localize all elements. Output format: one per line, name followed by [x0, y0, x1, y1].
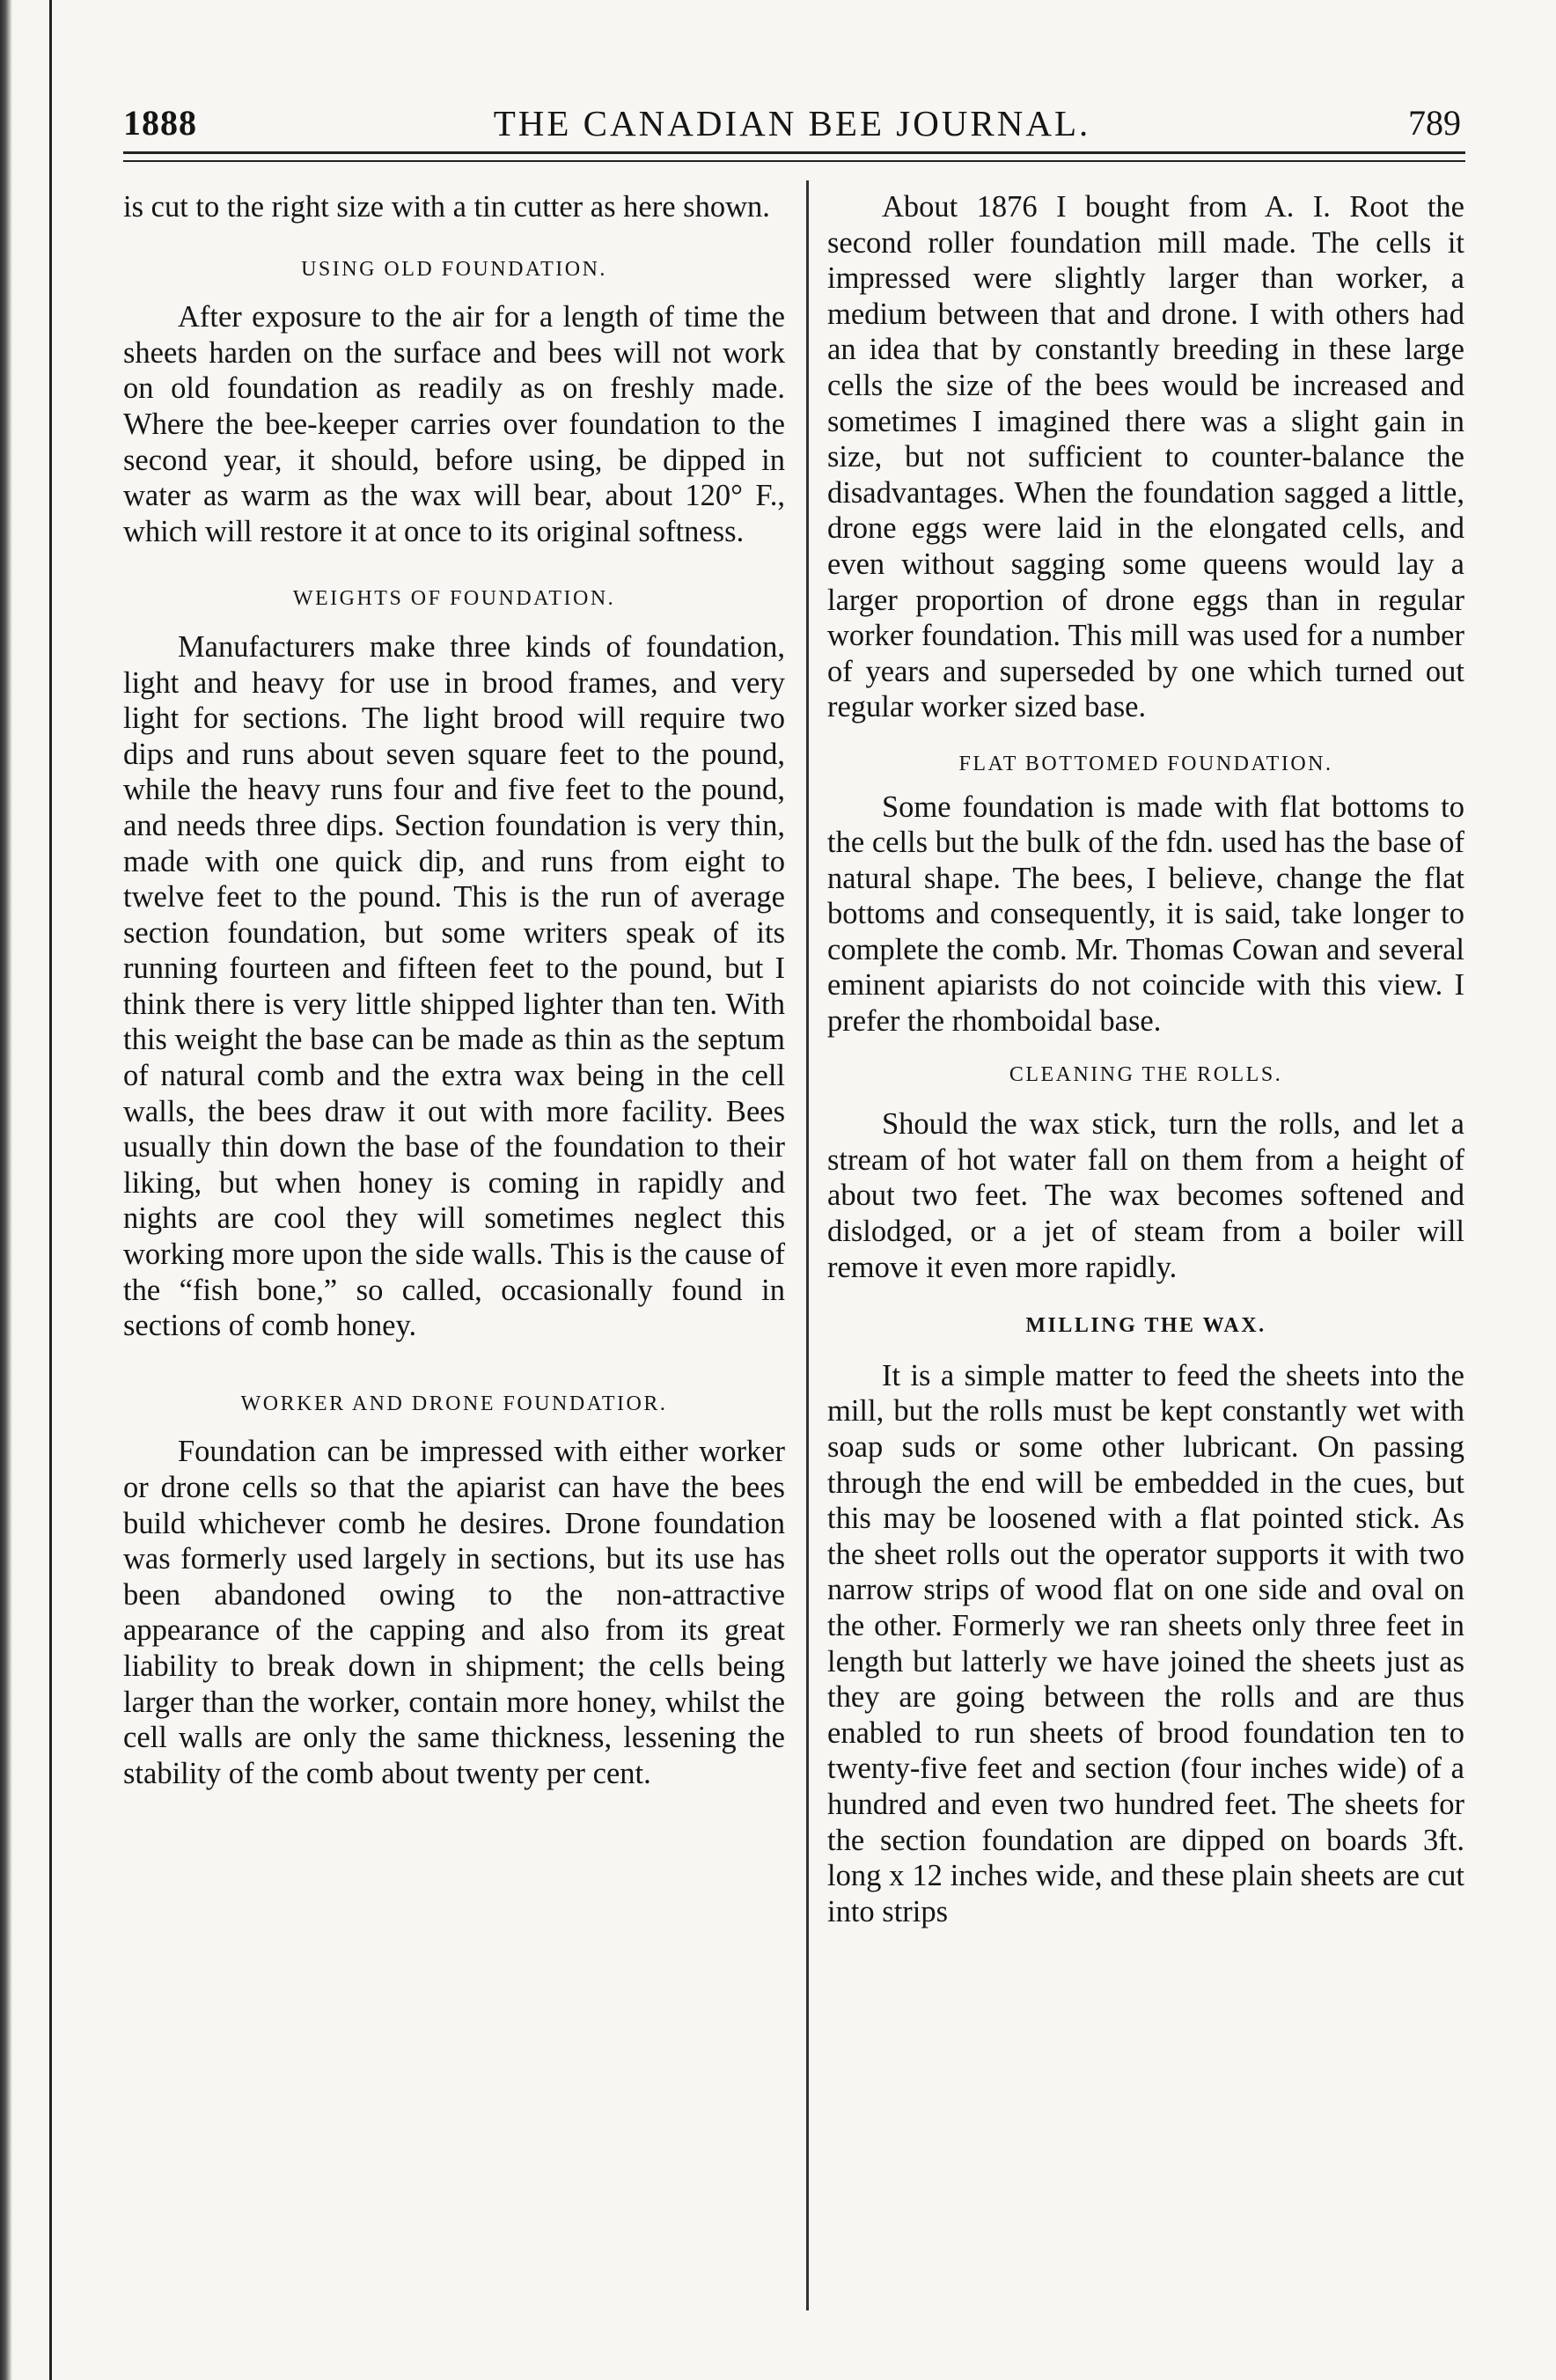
running-header — [123, 97, 1461, 150]
left-intro-paragraph: is cut to the right size with a tin cutter as here shown. — [123, 190, 770, 224]
section-heading-worker-and-drone: WORKER AND DRONE FOUNDATIOR. — [240, 1392, 668, 1415]
paragraph-cleaning-the-rolls: Should the wax stick, turn the rolls, and let a stream of hot water fall on them from a height of about two feet. The wax becomes softened and dislodged, or a jet of steam from a boiler will remove it even more rapidly. — [827, 1107, 1464, 1284]
journal-title: THE CANADIAN BEE JOURNAL. — [493, 103, 1091, 143]
header-rule-bottom — [123, 160, 1465, 162]
left-column — [123, 189, 785, 2337]
section-heading-using-old-foundation: USING OLD FOUNDATION. — [301, 257, 607, 281]
section-heading-weights-of-foundation: WEIGHTS OF FOUNDATION. — [292, 587, 616, 611]
paragraph-using-old-foundation: After exposure to the air for a length of time the sheets harden on the surface and bees will not work on old foundation as readily as on freshly made. Where the bee-keeper carries over foundation to the second year, it should, before using, be dipped in water as warm as the wax will bear, about 120° F., which will restore it at once to its original softness. — [123, 300, 785, 548]
header-year: 1888 — [123, 103, 197, 143]
paragraph-weights-of-foundation: Manufacturers make three kinds of foundation, light and heavy for use in brood frames, and very light for sections. The light brood will require two dips and runs about seven square feet to the pound, while the heavy runs four and five feet to the pound, and needs three dips. Section foundation is very thin, made with one quick dip, and runs from eight to twelve feet to the pound. This is the run of average section foundation, but some writers speak of its running fourteen and fifteen feet to the pound, but I think there is very little shipped lighter than ten. With this weight the base can be made as thin as the septum of natural comb and the extra wax being in the cell walls, the bees draw it out with more facility. Bees usually thin down the base of the foundation to their liking, but when honey is coming in rapidly and nights are cool they will sometimes neglect this working more upon the side walls. This is the cause of the “fish bone,” so called, occasionally found in sections of comb honey. — [123, 629, 785, 1343]
binding-margin-line — [49, 0, 52, 2380]
section-heading-cleaning-the-rolls: CLEANING THE ROLLS. — [1009, 1062, 1283, 1086]
section-heading-flat-bottomed: FLAT BOTTOMED FOUNDATION. — [958, 752, 1333, 775]
column-divider — [806, 180, 809, 2310]
page-binding-edge — [0, 0, 12, 2380]
paragraph-flat-bottomed: Some foundation is made with flat bottoms to the cells but the bulk of the fdn. used has the base of natural shape. The bees, I believe, change the flat bottoms and consequently, it is said, take longer to complete the comb. Mr. Thomas Cowan and several eminent apiarists do not coincide with this view. I prefer the rhomboidal base. — [827, 790, 1464, 1039]
right-column — [827, 189, 1464, 2337]
page-number: 789 — [1408, 103, 1461, 143]
right-intro-paragraph: About 1876 I bought from A. I. Root the second roller foundation mill made. The cells it impressed were slightly larger than worker, a medium between that and drone. I with others had an idea that by constantly breeding in these large cells the size of the bees would be increased and sometimes I imagined there was a slight gain in size, but not sufficient to counter-balance the disadvantages. When the foundation sagged a little, drone eggs were laid in the elongated cells, and even without sagging some queens would lay a larger proportion of drone eggs than in regular worker foundation. This mill was used for a number of years and superseded by one which turned out regular worker sized base. — [827, 190, 1464, 724]
section-heading-milling-the-wax: MILLING THE WAX. — [1025, 1314, 1266, 1338]
paragraph-milling-the-wax: It is a simple matter to feed the sheets into the mill, but the rolls must be kept constantly wet with soap suds or some other lubricant. On passing through the end will be embedded in the cues, but this may be loosened with a flat pointed stick. As the sheet rolls out the operator supports it with two narrow strips of wood flat on one side and oval on the other. Formerly we ran sheets only three feet in length but latterly we have joined the sheets just as they are going between the rolls and are thus enabled to run sheets of brood foundation ten to twenty-five feet and section (four inches wide) of a hundred and even two hundred feet. The sheets for the section foundation are dipped on boards 3ft. long x 12 inches wide, and these plain sheets are cut into strips — [827, 1358, 1464, 1928]
paragraph-worker-and-drone: Foundation can be impressed with either worker or drone cells so that the apiarist can have the bees build whichever comb he desires. Drone foundation was formerly used largely in sections, but its use has been abandoned owing to the non-attractive appearance of the capping and also from its great liability to break down in shipment; the cells being larger than the worker, contain more honey, whilst the cell walls are only the same thickness, lessening the stability of the comb about twenty per cent. — [123, 1435, 785, 1790]
header-rule-top — [123, 151, 1465, 154]
